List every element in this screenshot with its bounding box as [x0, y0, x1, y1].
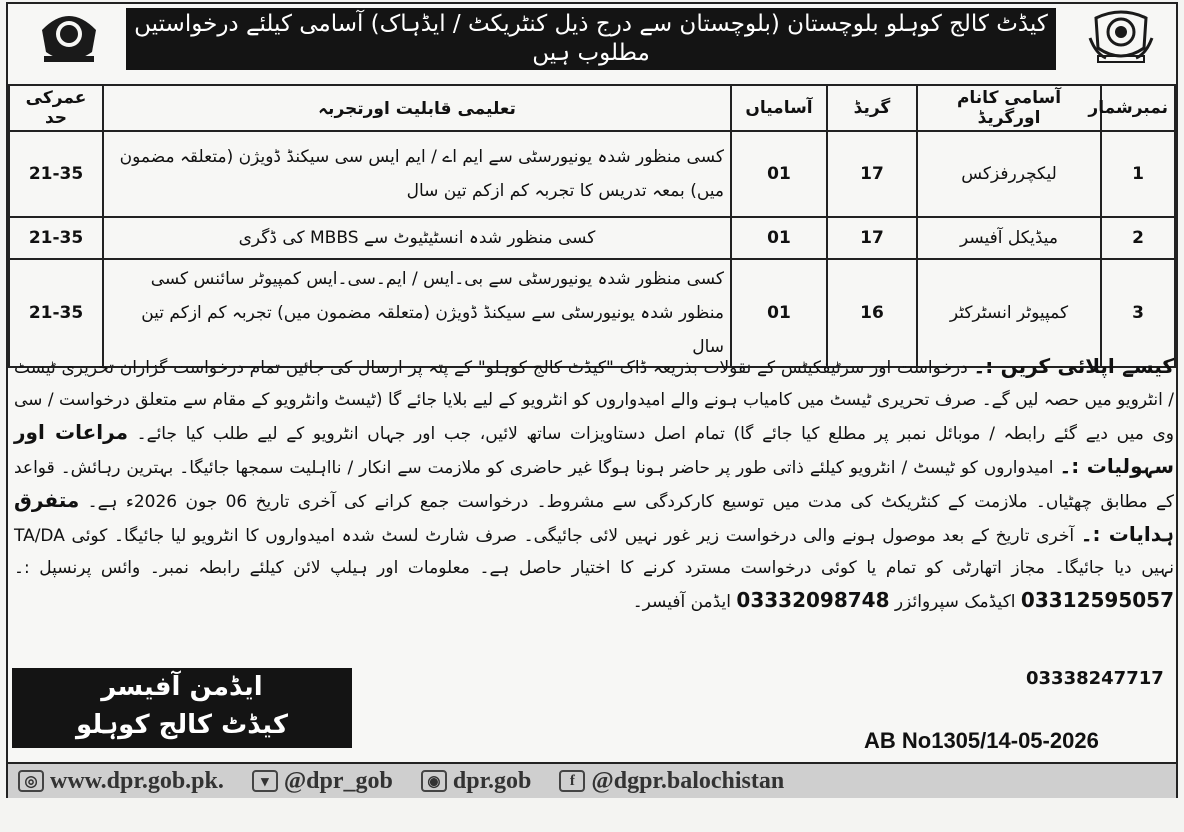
qualification-cell: کسی منظور شدہ یونیورسٹی سے بی۔ایس / ایم۔سی۔ایس کمپیوٹر سائنس کسی منظور شدہ یونیورسٹی سے سیکنڈ ڈویژن (متعلقہ مضمون میں) تجربہ کم ازکم تین سال: [103, 259, 731, 367]
quantity-cell: 01: [731, 217, 827, 259]
post-cell: میڈیکل آفیسر: [917, 217, 1101, 259]
quantity-cell: 01: [731, 131, 827, 217]
serial-cell: 2: [1101, 217, 1175, 259]
twitter-link[interactable]: [252, 768, 393, 795]
vacancy-table: [8, 84, 1176, 368]
signer-title: ایڈمن آفیسر: [101, 672, 263, 702]
qualification-cell: کسی منظور شدہ انسٹیٹیوٹ سے MBBS کی ڈگری: [103, 217, 731, 259]
website-link[interactable]: [18, 768, 224, 795]
instructions-text: [14, 350, 1174, 618]
college-crest-icon: [34, 8, 104, 66]
grade-cell: 16: [827, 259, 917, 367]
benefits-heading: مراعات اور سہولیات :۔: [14, 420, 1174, 478]
label-admin-officer: ایڈمن آفیسر۔: [632, 592, 732, 612]
signer-box: [12, 668, 352, 748]
table-header-row: [9, 85, 1175, 131]
age-cell: 21-35: [9, 131, 103, 217]
header-grade: گریڈ: [827, 85, 917, 131]
serial-cell: 1: [1101, 131, 1175, 217]
instagram-text: dpr.gob: [452, 767, 532, 794]
instagram-link[interactable]: [421, 768, 532, 795]
header-age: عمرکی حد: [9, 85, 103, 131]
serial-cell: 3: [1101, 259, 1175, 367]
header-serial: نمبرشمار: [1101, 85, 1175, 131]
facebook-text: @dgpr.balochistan: [591, 767, 785, 794]
phone-admin-officer: 03338247717: [1026, 668, 1164, 689]
twitter-icon: ▾: [252, 770, 278, 792]
post-cell: لیکچررفزکس: [917, 131, 1101, 217]
apply-heading: کیسے اپلائی کریں :۔: [973, 354, 1174, 378]
quantity-cell: 01: [731, 259, 827, 367]
misc-text: آخری تاریخ کے بعد موصول ہونے والی درخواست زیر غور نہیں لائی جائیگی۔ صرف شارٹ لسٹ شدہ امیدواروں کا انٹرویو لیا جائیگا۔ کوئی TA/DA نہیں دیا جائیگا۔ مجاز اتھارٹی کو تمام یا کوئی درخواست مسترد کرنے کا اختیار حاصل ہے۔ معلومات اور ہیلپ لائن کیلئے رابطہ نمبر۔ وائس پرنسپل :۔: [14, 526, 1174, 578]
twitter-text: @dpr_gob: [283, 767, 393, 794]
post-cell: کمپیوٹر انسٹرکٹر: [917, 259, 1101, 367]
grade-cell: 17: [827, 217, 917, 259]
college-emblem-icon: [1086, 8, 1156, 66]
benefits-text: امیدواروں کو ٹیسٹ / انٹرویو کیلئے ذاتی طور پر حاضر ہونا ہوگا غیر حاضری کو ملازمت سے انکار / نااہلیت سمجھا جائیگا۔ بہترین رہائش۔ قواعد کے مطابق چھٹیاں۔ ملازمت کے کنٹریکٹ کی مدت میں توسیع کارکردگی سے مشروط۔ درخواست جمع کرانے کی آخری تاریخ 06 جون 2026ء ہے۔: [14, 458, 1175, 512]
header-post: آسامی کانام اورگریڈ: [917, 85, 1101, 131]
instagram-icon: ◉: [421, 770, 447, 792]
facebook-icon: f: [559, 770, 585, 792]
table-row: [9, 131, 1175, 217]
label-academic-supervisor: اکیڈمک سپروائزر: [894, 592, 1016, 612]
ab-number: AB No1305/14-05-2026: [864, 728, 1099, 753]
misc-heading: متفرق ہدایات :۔: [14, 488, 1174, 546]
website-text: www.dpr.gob.pk.: [50, 767, 224, 794]
social-bar: [8, 762, 1176, 798]
facebook-link[interactable]: [559, 768, 784, 795]
signer-org: کیڈٹ کالج کوہلو: [76, 710, 288, 740]
globe-icon: ◎: [18, 770, 44, 792]
vacancy-title: [126, 8, 1056, 70]
age-cell: 21-35: [9, 259, 103, 367]
apply-text: درخواست اور سرٹیفکیٹس کے نقولات بذریعہ ڈاک "کیڈٹ کالج کوہلو" کے پتہ پر ارسال کی جائیں تمام درخواست گزاران تحریری ٹیسٹ / انٹرویو میں حصہ لیں گے۔ صرف تحریری ٹیسٹ میں کامیاب ہونے والے امیدواروں کو انٹرویو کے لیے بلایا جائے گا (ٹیسٹ وانٹرویو کے مقام سے متعلق درخواست / سی وی میں دیے گئے رابطہ / موبائل نمبر پر مطلع کیا جائے گا) تمام اصل دستاویزات ساتھ لائیں، جب اور جہاں انٹرویو کے لیے طلب کیا جائے۔: [14, 358, 1174, 444]
header-quantity: آسامیاں: [731, 85, 827, 131]
advertisement: [6, 2, 1178, 798]
header-qualification: تعلیمی قابلیت اورتجربہ: [103, 85, 731, 131]
age-cell: 21-35: [9, 217, 103, 259]
phone-vice-principal: 03312595057: [1020, 588, 1174, 612]
header: [8, 4, 1176, 72]
qualification-cell: کسی منظور شدہ یونیورسٹی سے ایم اے / ایم ایس سی سیکنڈ ڈویژن (متعلقہ مضمون میں) بمعہ تدریس کا تجربہ کم ازکم تین سال: [103, 131, 731, 217]
table-row: [9, 217, 1175, 259]
grade-cell: 17: [827, 131, 917, 217]
title-text: کیڈٹ کالج کوہلو بلوچستان (بلوچستان سے درج ذیل کنٹریکٹ / ایڈہاک) آسامی کیلئے درخواستیں مطلوب ہیں: [134, 11, 1048, 66]
phone-academic-supervisor: 03332098748: [736, 588, 890, 612]
